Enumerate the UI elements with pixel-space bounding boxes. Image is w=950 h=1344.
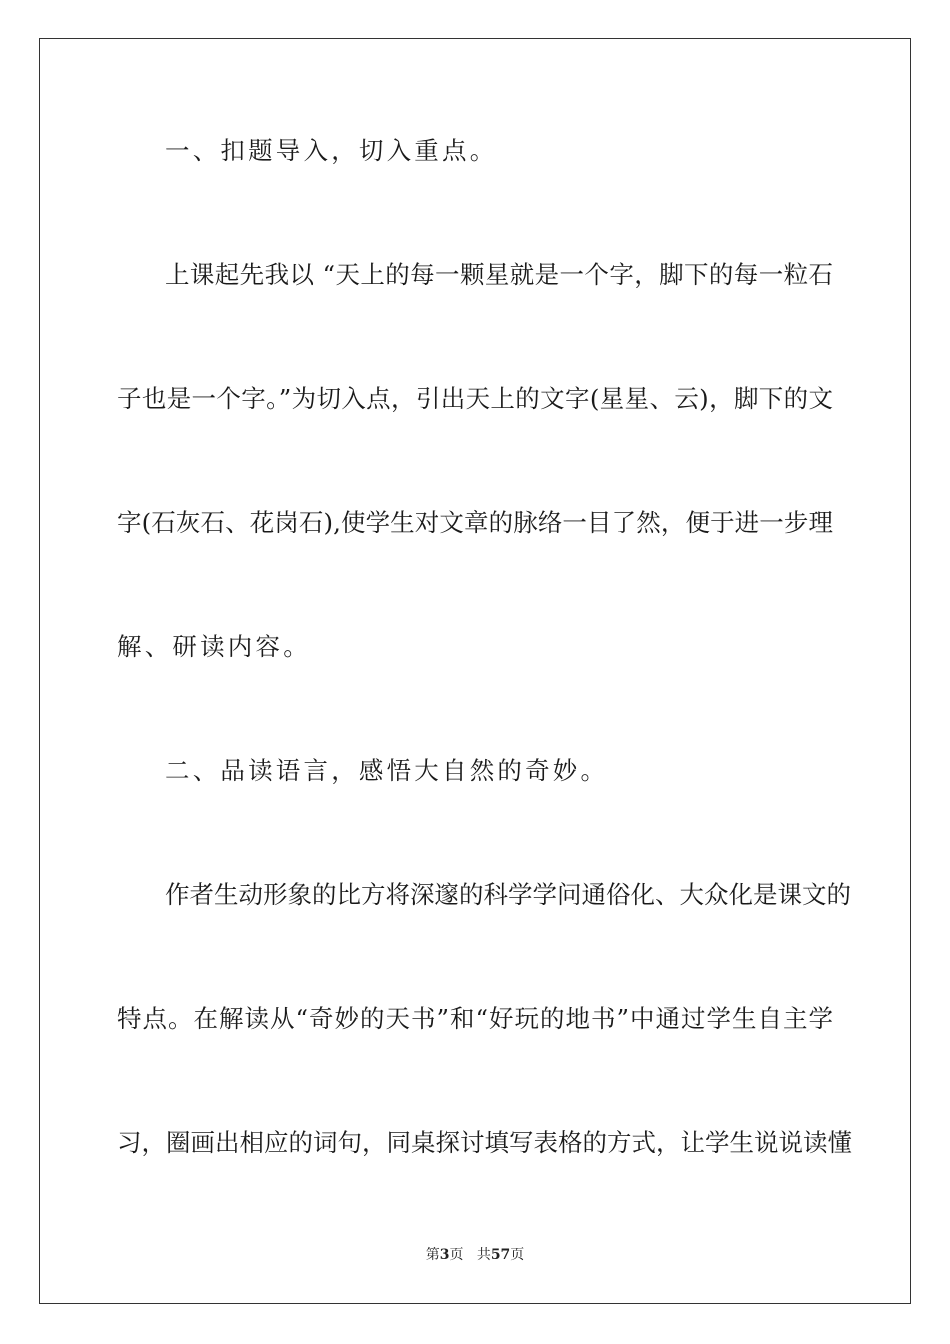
paragraph-line: 解、研读内容。 <box>117 632 311 661</box>
page-suffix: 页 <box>449 1247 464 1263</box>
page-border <box>39 38 911 1304</box>
paragraph-line: 习，圈画出相应的词句，同桌探讨填写表格的方式，让学生说说读懂 <box>117 1128 852 1157</box>
total-prefix: 共 <box>476 1247 491 1263</box>
heading-section-1: 一、扣题导入，切入重点。 <box>165 136 498 165</box>
paragraph-line: 子也是一个字。”为切入点，引出天上的文字(星星、云)，脚下的文 <box>117 384 833 413</box>
paragraph-line: 作者生动形象的比方将深邃的科学学问通俗化、大众化是课文的 <box>165 880 851 909</box>
total-suffix: 页 <box>510 1247 525 1263</box>
page-number: 3 <box>439 1247 450 1263</box>
page-footer <box>0 1246 950 1264</box>
heading-section-2: 二、品读语言，感悟大自然的奇妙。 <box>165 756 609 785</box>
paragraph-line: 特点。在解读从“奇妙的天书”和“好玩的地书”中通过学生自主学 <box>117 1004 833 1033</box>
paragraph-line: 字(石灰石、花岗石),使学生对文章的脉络一目了然，便于进一步理 <box>117 508 833 537</box>
total-pages: 57 <box>490 1247 511 1263</box>
page-prefix: 第 <box>425 1247 440 1263</box>
paragraph-line: 上课起先我以 “天上的每一颗星就是一个字，脚下的每一粒石 <box>165 260 833 289</box>
